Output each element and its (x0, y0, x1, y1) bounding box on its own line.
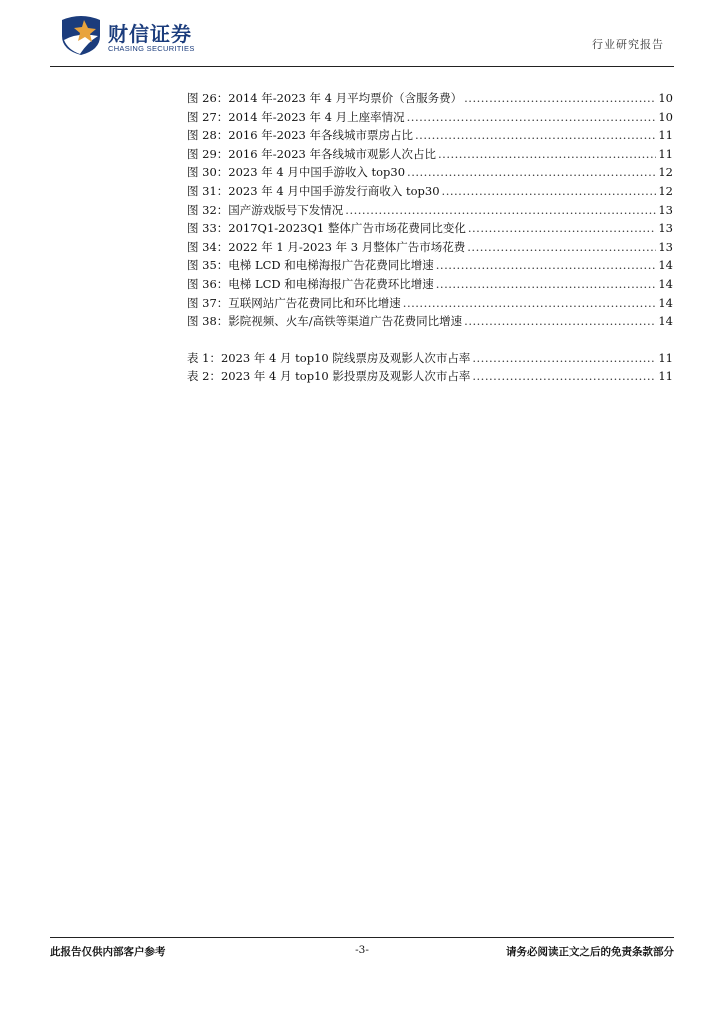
toc-item-page: 10 (658, 91, 673, 105)
toc-figure-item[interactable] (187, 238, 673, 257)
page-number: -3- (355, 944, 369, 956)
dot-leader (436, 275, 657, 294)
toc-item-page: 14 (658, 258, 673, 273)
dot-leader (472, 349, 656, 368)
table-of-contents (187, 89, 673, 386)
dot-leader (442, 182, 657, 201)
toc-item-label: 图 38：影院视频、火车/高铁等渠道广告花费同比增速 (187, 314, 463, 329)
toc-item-label: 图 35：电梯 LCD 和电梯海报广告花费同比增速 (187, 258, 434, 273)
toc-figure-item[interactable] (187, 312, 673, 331)
toc-item-label: 图 34：2022 年 1 月-2023 年 3 月整体广告市场花费 (187, 239, 466, 254)
toc-item-label: 表 2：2023 年 4 月 top10 影投票房及观影人次市占率 (187, 369, 471, 384)
toc-item-label: 图 26：2014 年-2023 年 4 月平均票价（含服务费） (187, 91, 463, 105)
toc-figure-item[interactable] (187, 294, 673, 313)
toc-figure-item[interactable] (187, 108, 673, 127)
toc-figure-item[interactable] (187, 219, 673, 238)
toc-item-page: 14 (658, 314, 673, 329)
dot-leader (467, 238, 656, 257)
toc-item-label: 图 30：2023 年 4 月中国手游收入 top30 (187, 165, 406, 180)
dot-leader (407, 163, 656, 182)
dot-leader (403, 294, 657, 313)
toc-figure-item[interactable] (187, 201, 673, 220)
toc-item-label: 图 31：2023 年 4 月中国手游发行商收入 top30 (187, 183, 440, 198)
toc-item-page: 11 (658, 146, 673, 161)
toc-item-label: 图 28：2016 年-2023 年各线城市票房占比 (187, 128, 414, 143)
logo-emblem-icon (58, 14, 104, 56)
toc-figure-item[interactable] (187, 145, 673, 164)
page-footer (50, 944, 674, 960)
toc-figure-item[interactable] (187, 275, 673, 294)
company-logo (58, 14, 218, 56)
footer-divider (50, 937, 674, 938)
page-header (0, 0, 724, 70)
header-divider (50, 66, 674, 67)
toc-table-item[interactable] (187, 349, 673, 368)
logo-chinese-name: 财信证券 (108, 22, 192, 46)
toc-item-page: 14 (658, 276, 673, 291)
dot-leader (345, 201, 656, 220)
toc-item-page: 12 (658, 183, 673, 198)
toc-item-label: 图 33：2017Q1-2023Q1 整体广告市场花费同比变化 (187, 221, 466, 236)
toc-item-label: 图 27：2014 年-2023 年 4 月上座率情况 (187, 109, 405, 124)
toc-section-gap (187, 331, 673, 349)
dot-leader (468, 219, 657, 238)
dot-leader (436, 256, 657, 275)
dot-leader (472, 367, 656, 386)
toc-item-page: 13 (658, 239, 673, 254)
footer-disclaimer-left: 此报告仅供内部客户参考 (50, 946, 166, 958)
toc-item-page: 11 (658, 128, 673, 143)
toc-item-page: 11 (658, 350, 673, 365)
logo-english-name: CHASING SECURITIES (108, 44, 195, 53)
toc-figure-item[interactable] (187, 126, 673, 145)
toc-item-page: 10 (658, 109, 673, 124)
report-type-label: 行业研究报告 (592, 38, 664, 51)
toc-item-page: 11 (658, 369, 673, 384)
toc-figure-item[interactable] (187, 256, 673, 275)
dot-leader (464, 312, 656, 331)
toc-figure-item[interactable] (187, 89, 673, 108)
toc-item-label: 图 36：电梯 LCD 和电梯海报广告花费环比增速 (187, 276, 434, 291)
footer-disclaimer-right: 请务必阅读正文之后的免责条款部分 (506, 946, 674, 958)
toc-table-item[interactable] (187, 367, 673, 386)
dot-leader (438, 145, 656, 164)
dot-leader (415, 126, 656, 145)
dot-leader (464, 89, 656, 108)
toc-item-label: 图 29：2016 年-2023 年各线城市观影人次占比 (187, 146, 437, 161)
toc-item-page: 13 (658, 202, 673, 217)
toc-item-page: 12 (658, 165, 673, 180)
toc-item-page: 14 (658, 295, 673, 310)
toc-item-label: 图 32：国产游戏版号下发情况 (187, 202, 344, 217)
toc-item-label: 表 1：2023 年 4 月 top10 院线票房及观影人次市占率 (187, 350, 471, 365)
dot-leader (407, 108, 657, 127)
toc-figure-item[interactable] (187, 163, 673, 182)
toc-item-page: 13 (658, 221, 673, 236)
toc-item-label: 图 37：互联网站广告花费同比和环比增速 (187, 295, 401, 310)
toc-figure-item[interactable] (187, 182, 673, 201)
